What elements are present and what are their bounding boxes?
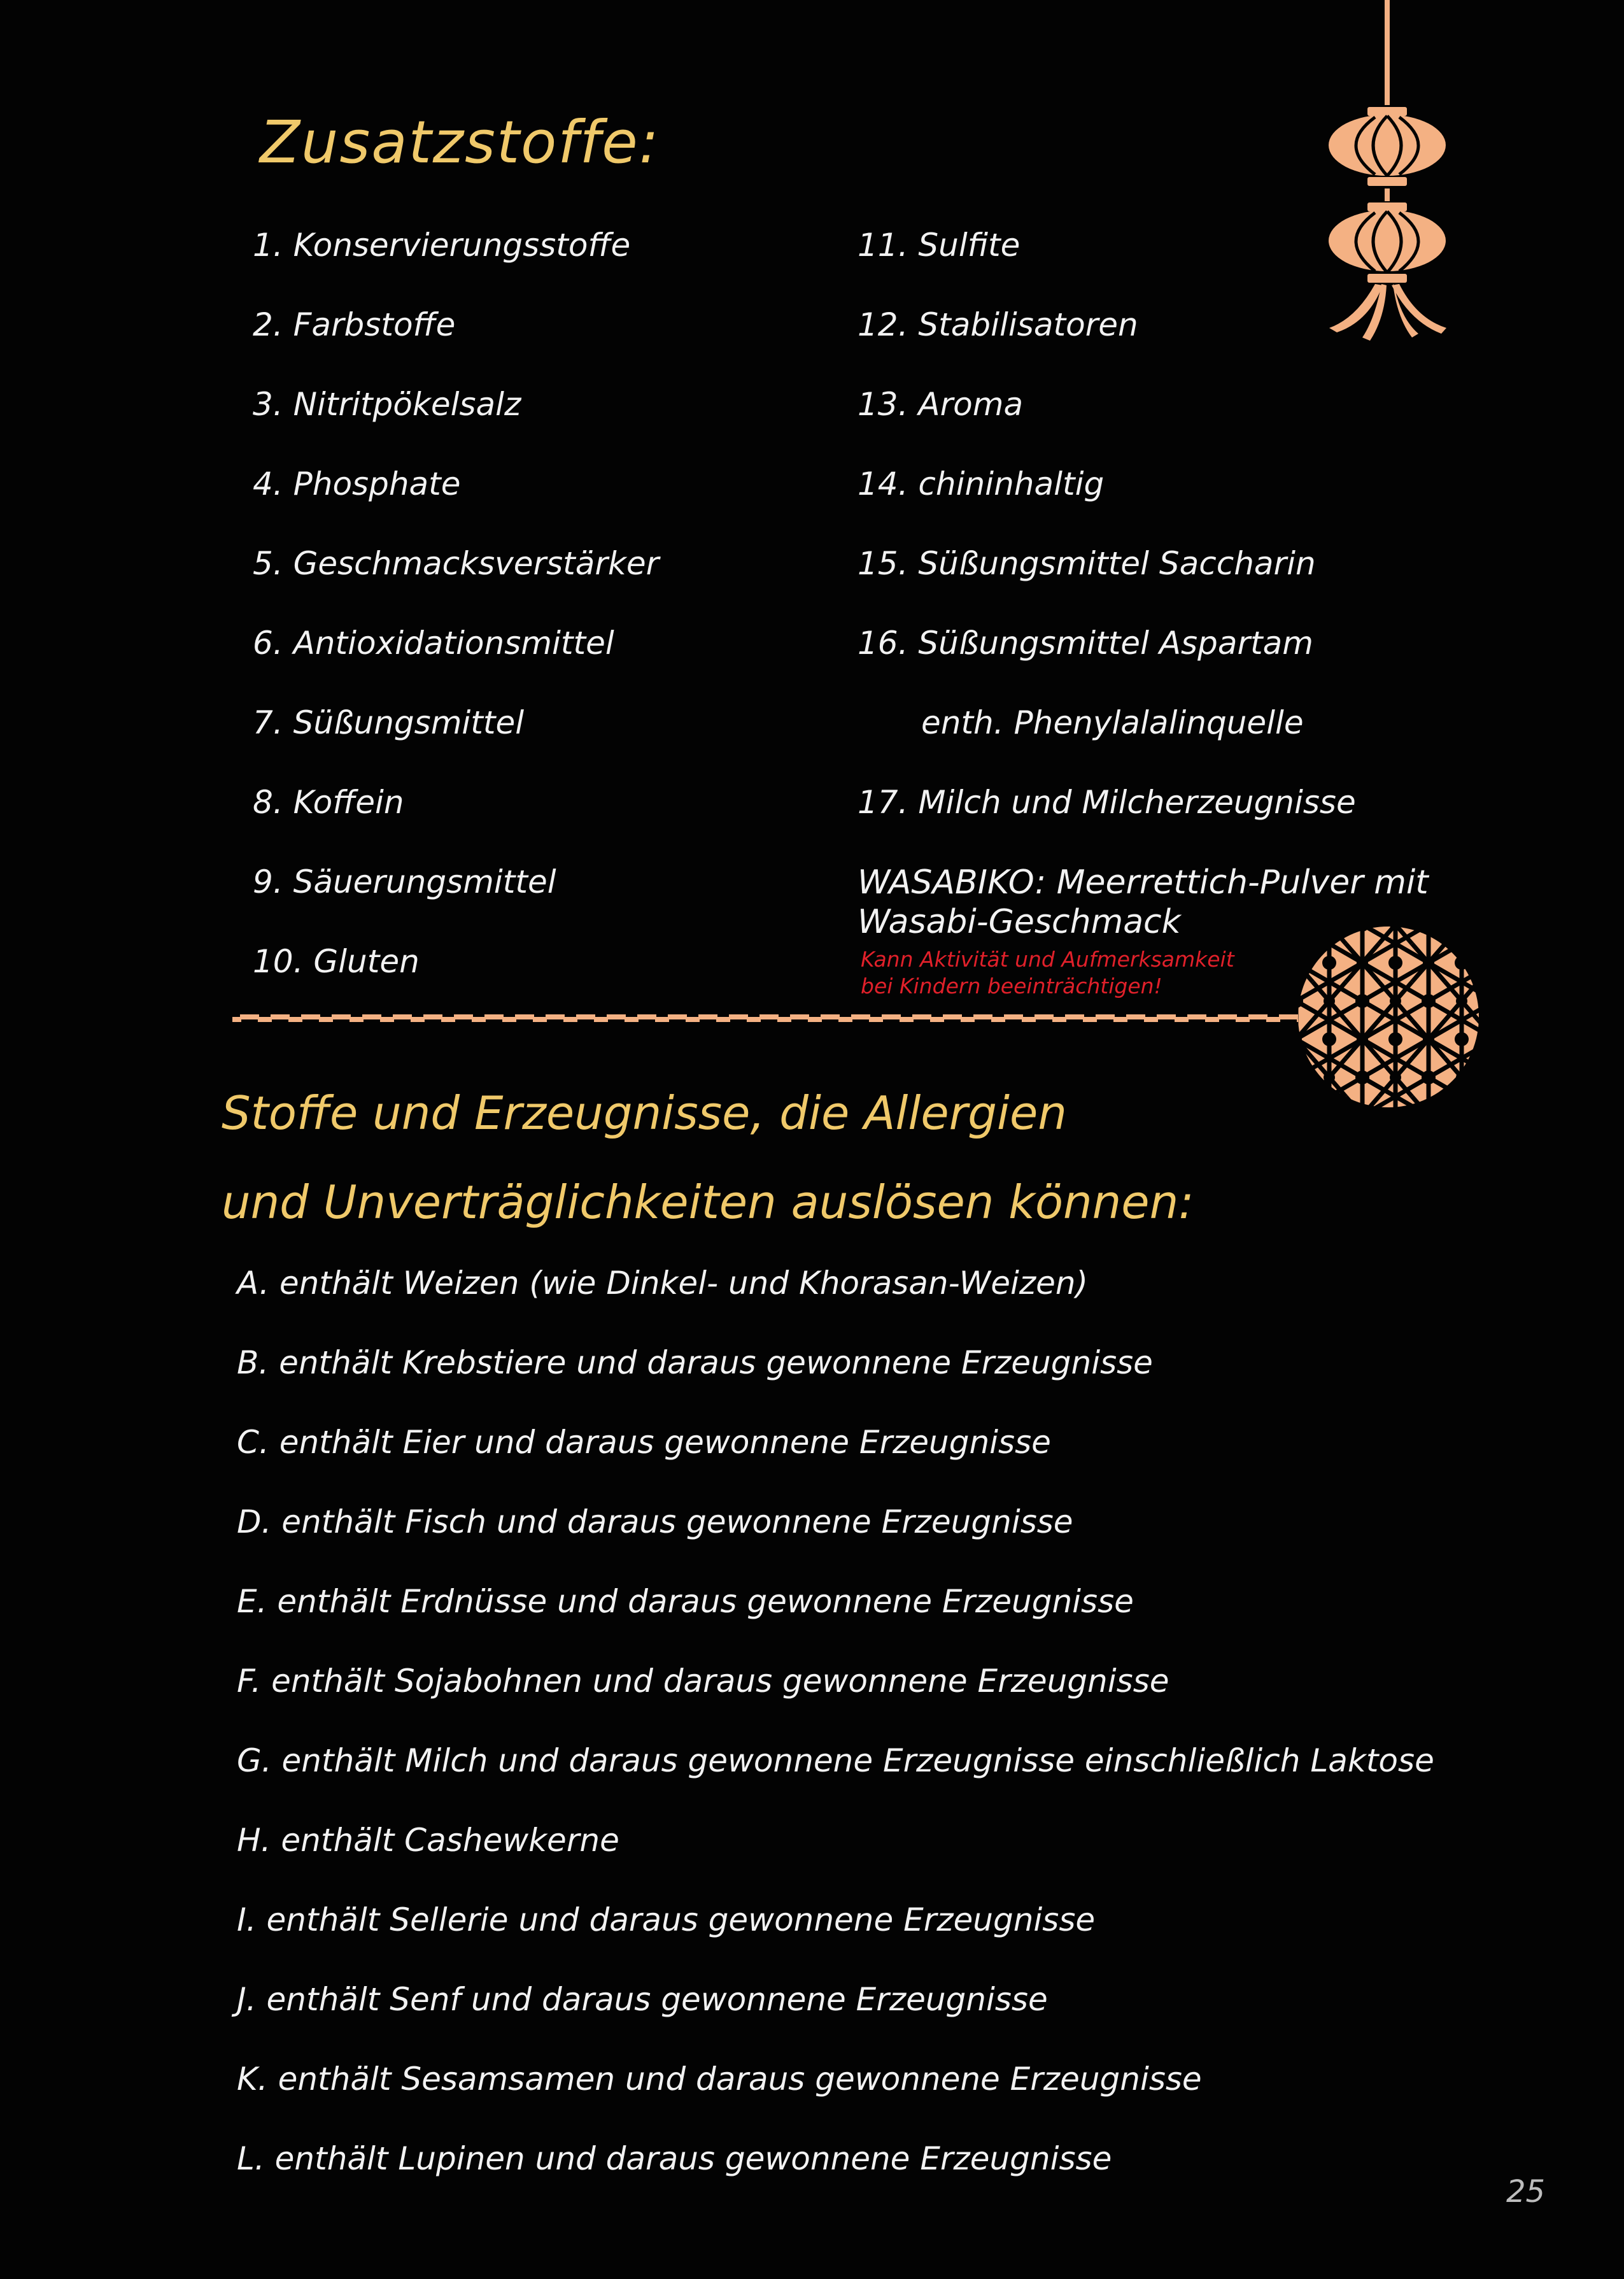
additive-item-continuation: enth. Phenylalalinquelle	[921, 704, 1304, 741]
additives-title: Zusatzstoffe:	[260, 108, 660, 176]
additive-item: 7. Süßungsmittel	[253, 704, 525, 741]
allergen-item: F. enthält Sojabohnen und daraus gewonnene Erzeugnisse	[237, 1663, 1169, 1700]
additive-item: 2. Farbstoffe	[253, 306, 456, 343]
allergen-item: A. enthält Weizen (wie Dinkel- und Khorasan-Weizen)	[237, 1265, 1089, 1302]
additive-item: 11. Sulfite	[858, 227, 1020, 264]
additive-item: 3. Nitritpökelsalz	[253, 386, 521, 423]
wasabiko-note-line1: WASABIKO: Meerrettich-Pulver mit	[858, 863, 1429, 902]
stepped-divider-line	[232, 1011, 1302, 1024]
additive-item: 1. Konservierungsstoffe	[253, 227, 631, 264]
allergen-item: B. enthält Krebstiere und daraus gewonnene Erzeugnisse	[237, 1344, 1153, 1381]
asanoha-circle-icon	[1296, 925, 1481, 1109]
additive-item: 12. Stabilisatoren	[858, 306, 1138, 343]
allergens-heading-line2: und Unverträglichkeiten auslösen können:	[222, 1175, 1194, 1229]
additive-item: 13. Aroma	[858, 386, 1024, 423]
allergen-item: K. enthält Sesamsamen und daraus gewonnene Erzeugnisse	[237, 2061, 1202, 2098]
hanging-lantern-icon	[1311, 0, 1464, 516]
additive-item: 15. Süßungsmittel Saccharin	[858, 545, 1316, 582]
additive-item: 8. Koffein	[253, 784, 404, 821]
allergen-item: E. enthält Erdnüsse und daraus gewonnene Erzeugnisse	[237, 1583, 1134, 1620]
allergen-item: D. enthält Fisch und daraus gewonnene Erzeugnisse	[237, 1503, 1073, 1540]
allergens-heading-line1: Stoffe und Erzeugnisse, die Allergien	[222, 1086, 1067, 1140]
additive-item: 17. Milch und Milcherzeugnisse	[858, 784, 1356, 821]
additive-item: 5. Geschmacksverstärker	[253, 545, 660, 582]
allergen-item: J. enthält Senf und daraus gewonnene Erzeugnisse	[237, 1981, 1048, 2018]
warning-line1: Kann Aktivität und Aufmerksamkeit	[861, 947, 1234, 972]
allergen-item: L. enthält Lupinen und daraus gewonnene Erzeugnisse	[237, 2140, 1112, 2177]
additive-item: 16. Süßungsmittel Aspartam	[858, 625, 1313, 662]
additive-item: 4. Phosphate	[253, 465, 461, 502]
wasabiko-note-line2: Wasabi-Geschmack	[858, 903, 1181, 941]
warning-line2: bei Kindern beeinträchtigen!	[861, 974, 1162, 998]
additive-item: 10. Gluten	[253, 943, 420, 980]
page-number: 25	[1506, 2174, 1546, 2210]
additive-item: 14. chininhaltig	[858, 465, 1105, 502]
allergen-item: H. enthält Cashewkerne	[237, 1822, 619, 1859]
allergen-item: G. enthält Milch und daraus gewonnene Erzeugnisse einschließlich Laktose	[237, 1742, 1434, 1779]
additive-item: 6. Antioxidationsmittel	[253, 625, 614, 662]
allergen-item: C. enthält Eier und daraus gewonnene Erzeugnisse	[237, 1424, 1051, 1461]
allergen-item: I. enthält Sellerie und daraus gewonnene Erzeugnisse	[237, 1901, 1096, 1938]
additive-item: 9. Säuerungsmittel	[253, 863, 556, 900]
